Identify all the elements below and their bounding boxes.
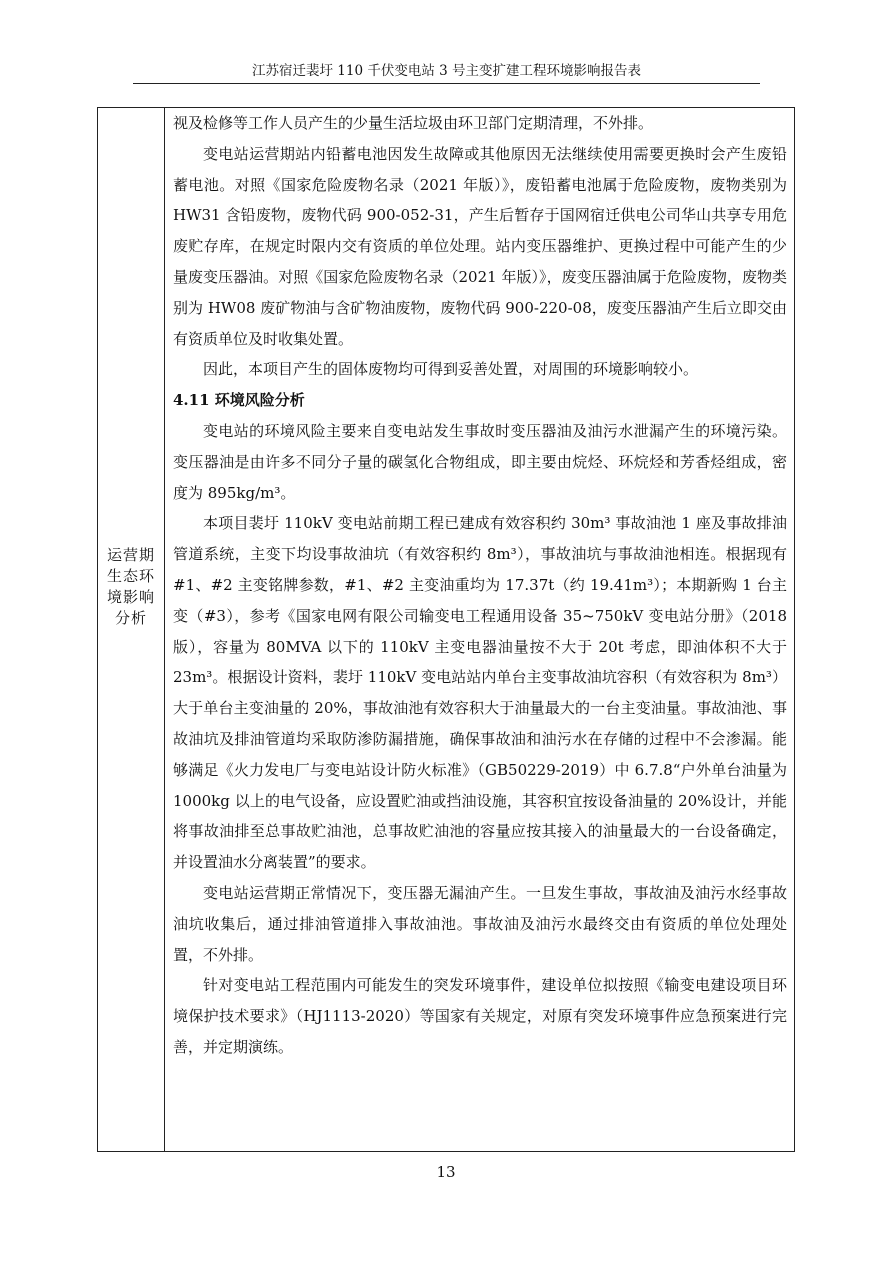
paragraph: 针对变电站工程范围内可能发生的突发环境事件，建设单位拟按照《输变电建设项目环境保护技术要求》（HJ1113-2020）等国家有关规定，对原有突发环境事件应急预案进行完善，并定期演练。 [173, 976, 787, 1056]
paragraph: 本项目裴圩 110kV 变电站前期工程已建成有效容积约 30m³ 事故油池 1 座及事故排油管道系统，主变下均设事故油坑（有效容积约 8m³），事故油坑与事故油池相连。根据现有#1、#2 主变铭牌参数，#1、#2 主变油重均为 17.37t（约 19.41m³）；本期新购 1 台主变（#3），参考《国家电网有限公司输变电工程通用设备 35~750kV 变电站分册》（2018 版），容量为 80MVA 以下的 110kV 主变电器油量按不大于 20t 考虑，即油体积不大于 23m³。根据设计资料，裴圩 110kV 变电站站内单台主变事故油坑容积（有效容积为 8m³）大于单台主变油量的 20%，事故油池有效容积大于油量最大的一台主变油量。事故油池、事故油坑及排油管道均采取防渗防漏措施，确保事故油和油污水在存储的过程中不会渗漏。能够满足《火力发电厂与变电站设计防火标准》（GB50229-2019）中 6.7.8“户外单台油量为 1000kg 以上的电气设备，应设置贮油或挡油设施，其容积宜按设备油量的 20%设计，并能将事故油排至总事故贮油池，总事故贮油池的容量应按其接入的油量最大的一台设备确定，并设置油水分离装置”的要求。 [173, 514, 787, 872]
paragraph: 变电站运营期站内铅蓄电池因发生故障或其他原因无法继续使用需要更换时会产生废铅蓄电池。对照《国家危险废物名录（2021 年版）》，废铅蓄电池属于危险废物，废物类别为 HW31 含铅废物，废物代码 900-052-31，产生后暂存于国网宿迁供电公司华山共享专用危废贮存库，在规定时限内交有资质的单位处理。站内变压器维护、更换过程中可能产生的少量废变压器油。对照《国家危险废物名录（2021 年版）》，废变压器油属于危险废物，废物类别为 HW08 废矿物油与含矿物油废物，废物代码 900-220-08，废变压器油产生后立即交由有资质单位及时收集处置。 [173, 144, 787, 348]
paragraph: 变电站运营期正常情况下，变压器无漏油产生。一旦发生事故，事故油及油污水经事故油坑收集后，通过排油管道排入事故油池。事故油及油污水最终交由有资质的单位处理处置，不外排。 [173, 883, 787, 964]
section-title: 4.11 环境风险分析 [173, 391, 305, 410]
paragraph: 变电站的环境风险主要来自变电站发生事故时变压器油及油污水泄漏产生的环境污染。变压器油是由许多不同分子量的碳氢化合物组成，即主要由烷烃、环烷烃和芳香烃组成，密度为 895kg/m³。 [173, 421, 787, 502]
page-number: 13 [436, 1163, 456, 1181]
page-header: 江苏宿迁裴圩 110 千伏变电站 3 号主变扩建工程环境影响报告表 [251, 63, 642, 79]
section-label: 运营期生态环境影响分析 [106, 546, 155, 627]
table-label-column [98, 108, 165, 1151]
content-table [97, 107, 795, 1152]
header-rule [133, 83, 760, 84]
paragraph: 因此，本项目产生的固体废物均可得到妥善处置，对周围的环境影响较小。 [203, 360, 699, 379]
paragraph: 视及检修等工作人员产生的少量生活垃圾由环卫部门定期清理，不外排。 [173, 114, 654, 132]
table-content-cell [173, 108, 787, 1063]
